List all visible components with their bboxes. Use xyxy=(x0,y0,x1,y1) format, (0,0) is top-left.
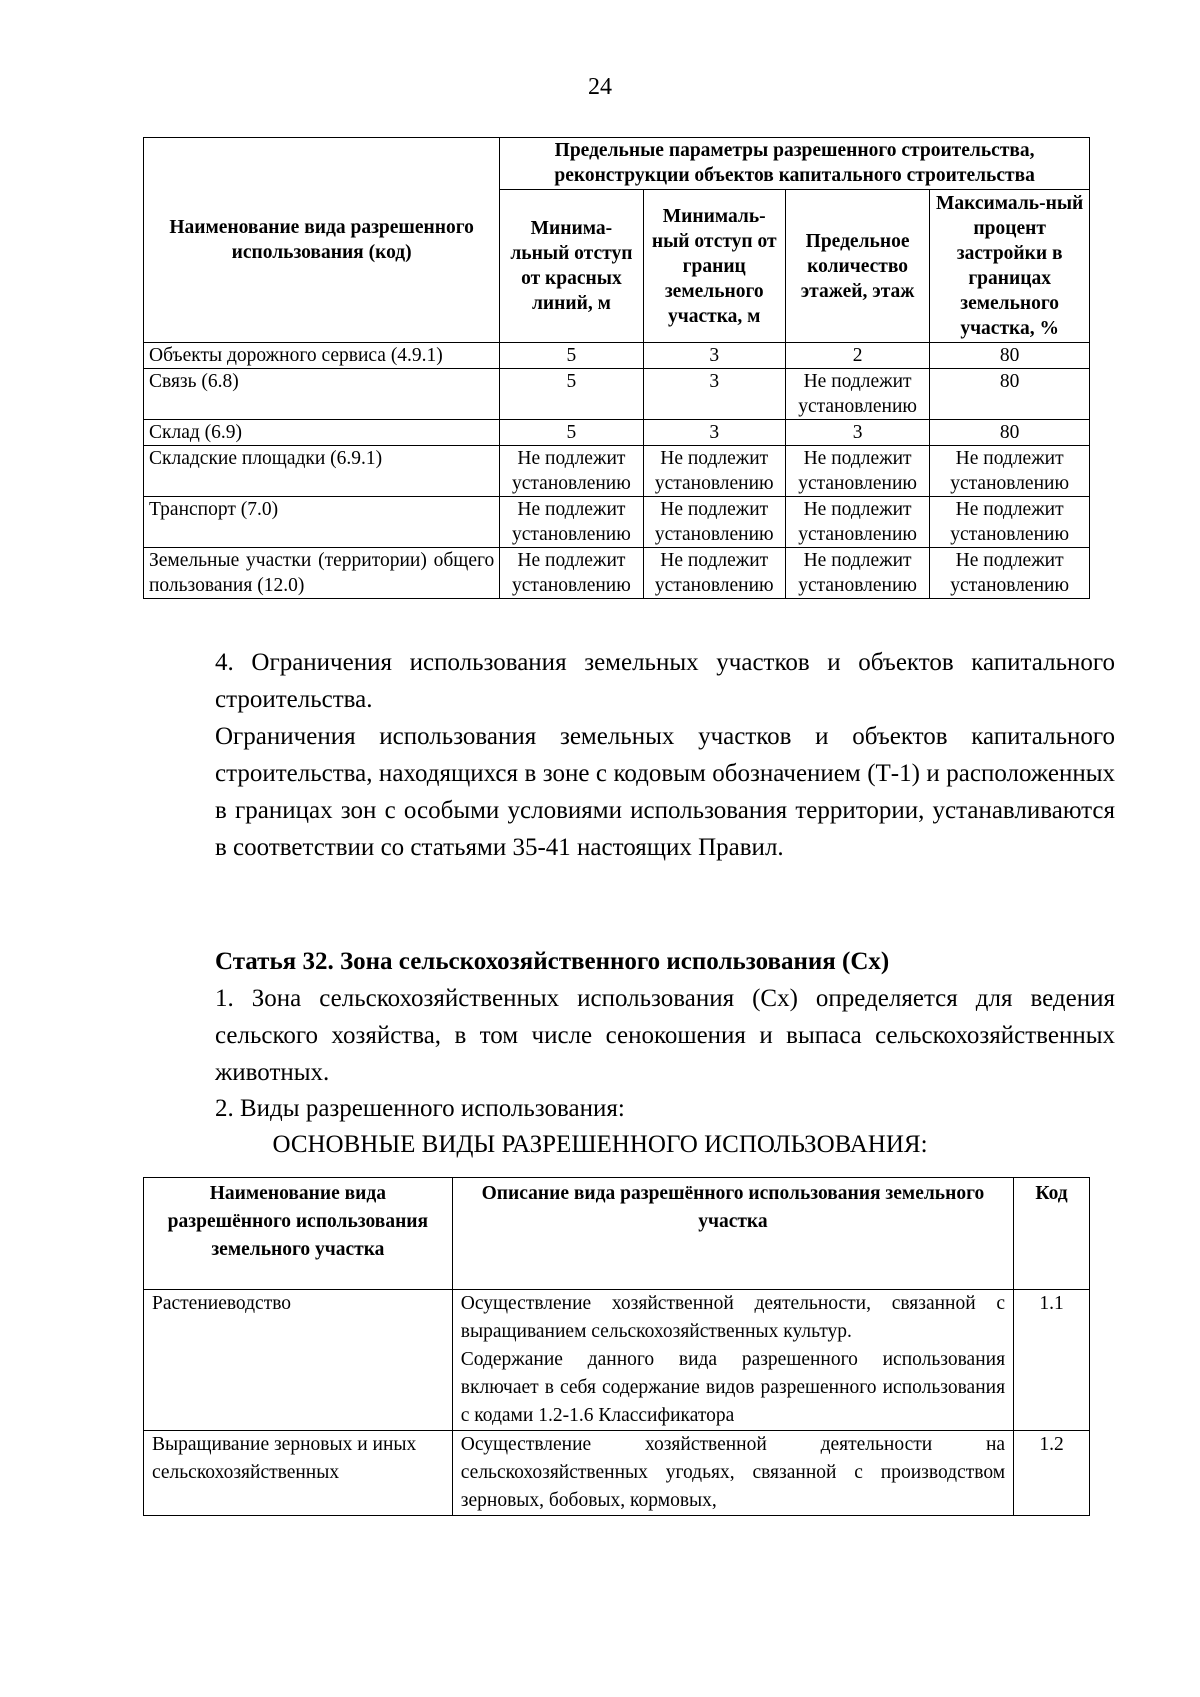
table-row xyxy=(144,369,1090,420)
cell-value: 80 xyxy=(930,343,1090,369)
table-row xyxy=(144,1431,1090,1516)
parameters-table xyxy=(143,137,1090,599)
cell-value: Не подлежит установлению xyxy=(500,497,643,548)
section-4-text xyxy=(143,718,1115,866)
cell-value: Не подлежит установлению xyxy=(930,446,1090,497)
article-32-paragraph-2-text: 2. Виды разрешенного использования: xyxy=(215,1095,625,1122)
cell-value: Не подлежит установлению xyxy=(643,497,785,548)
section-4-title-text: 4. Ограничения использования земельных участков и объектов капитального строительства. xyxy=(215,649,1115,713)
page-number: 24 xyxy=(588,74,612,100)
use-name: Растениеводство xyxy=(144,1290,453,1431)
cell-value: Не подлежит установлению xyxy=(785,548,929,599)
use-name: Выращивание зерновых и иных сельскохозяйственных xyxy=(144,1431,453,1516)
cell-value: 2 xyxy=(785,343,929,369)
use-description-text: Содержание данного вида разрешенного использования включает в себя содержание видов разрешенного использования с кодами 1.2-1.6 Классификатора xyxy=(460,1349,1006,1426)
cell-value: 3 xyxy=(643,369,785,420)
cell-value: 80 xyxy=(930,369,1090,420)
row-name: Связь (6.8) xyxy=(144,369,500,420)
article-32-paragraph-1 xyxy=(143,980,1115,1091)
cell-value: Не подлежит установлению xyxy=(930,548,1090,599)
article-32-heading: Статья 32. Зона сельскохозяйственного использования (Сх) xyxy=(215,948,890,975)
cell-value: Не подлежит установлению xyxy=(643,446,785,497)
header-max-coverage: Максималь-ный процент застройки в границах земельного участка, % xyxy=(930,190,1090,343)
table-row xyxy=(144,497,1090,548)
header-code: Код xyxy=(1014,1178,1090,1290)
table-row xyxy=(144,446,1090,497)
row-name: Объекты дорожного сервиса (4.9.1) xyxy=(144,343,500,369)
table-row xyxy=(144,343,1090,369)
header-min-offset-boundaries: Минималь-ный отступ от границ земельного участка, м xyxy=(643,190,785,343)
header-use-name: Наименование вида разрешенного использования (код) xyxy=(144,138,500,343)
cell-value: 80 xyxy=(930,420,1090,446)
cell-value: Не подлежит установлению xyxy=(785,446,929,497)
cell-value: 3 xyxy=(643,420,785,446)
header-min-offset-red-lines: Минима-льный отступ от красных линий, м xyxy=(500,190,643,343)
cell-value: Не подлежит установлению xyxy=(643,548,785,599)
section-4-title xyxy=(143,644,1115,718)
use-description xyxy=(452,1431,1013,1516)
cell-value: 3 xyxy=(785,420,929,446)
table-header-row xyxy=(144,138,1090,190)
cell-value: 5 xyxy=(500,343,643,369)
cell-value: 5 xyxy=(500,420,643,446)
use-code: 1.2 xyxy=(1014,1431,1090,1516)
table-row xyxy=(144,1290,1090,1431)
cell-value: 3 xyxy=(643,343,785,369)
use-description-text: Осуществление хозяйственной деятельности, связанной с выращиванием сельскохозяйственных культур. xyxy=(460,1293,1006,1342)
cell-value: Не подлежит установлению xyxy=(785,369,929,420)
row-name: Земельные участки (территории) общего пользования (12.0) xyxy=(144,548,500,599)
cell-value: Не подлежит установлению xyxy=(500,548,643,599)
main-uses-title: ОСНОВНЫЕ ВИДЫ РАЗРЕШЕННОГО ИСПОЛЬЗОВАНИЯ: xyxy=(272,1131,928,1158)
article-32-paragraph-1-text: 1. Зона сельскохозяйственных использования (Сх) определяется для ведения сельского хозяйства, в том числе сенокошения и выпаса сельскохозяйственных животных. xyxy=(215,985,1115,1086)
permitted-uses-table xyxy=(143,1177,1090,1516)
header-parameters-group: Предельные параметры разрешенного строительства, реконструкции объектов капитального строительства xyxy=(500,138,1090,190)
cell-value: 5 xyxy=(500,369,643,420)
use-description xyxy=(452,1290,1013,1431)
article-32-paragraph-2 xyxy=(143,1090,1115,1127)
row-name: Транспорт (7.0) xyxy=(144,497,500,548)
cell-value: Не подлежит установлению xyxy=(785,497,929,548)
section-4-paragraph: Ограничения использования земельных участков и объектов капитального строительства, находящихся в зоне с кодовым обозначением (Т-1) и расположенных в границах зон с особыми условиями использования территории, устанавливаются в соответствии со статьями 35-41 настоящих Правил. xyxy=(215,723,1115,861)
cell-value: Не подлежит установлению xyxy=(500,446,643,497)
table-row xyxy=(144,548,1090,599)
header-use-description: Описание вида разрешённого использования земельного участка xyxy=(452,1178,1013,1290)
cell-value: Не подлежит установлению xyxy=(930,497,1090,548)
use-description-text: Осуществление хозяйственной деятельности на сельскохозяйственных угодьях, связанной с производством зерновых, бобовых, кормовых, xyxy=(460,1434,1006,1511)
table-row xyxy=(144,420,1090,446)
use-code: 1.1 xyxy=(1014,1290,1090,1431)
row-name: Склад (6.9) xyxy=(144,420,500,446)
row-name: Складские площадки (6.9.1) xyxy=(144,446,500,497)
header-use-name: Наименование вида разрешённого использования земельного участка xyxy=(144,1178,453,1290)
header-max-floors: Предельное количество этажей, этаж xyxy=(785,190,929,343)
table-header-row xyxy=(144,1178,1090,1290)
